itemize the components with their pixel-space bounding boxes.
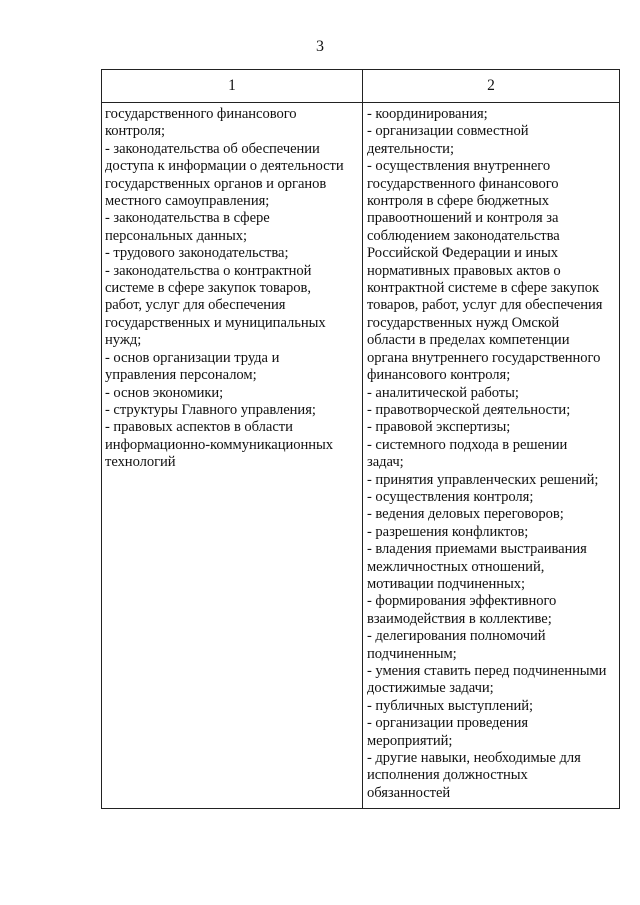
page-number: 3 [316, 38, 324, 55]
skills-line: Российской Федерации и иных [367, 245, 558, 262]
knowledge-line: - законодательства о контрактной [105, 262, 312, 279]
knowledge-line: - основ экономики; [105, 384, 224, 401]
table-header-row [102, 70, 620, 103]
skills-line: - делегирования полномочий [367, 628, 546, 645]
skills-line: соблюдением законодательства [367, 227, 560, 244]
knowledge-line: работ, услуг для обеспечения [105, 297, 286, 314]
skills-cell [363, 103, 620, 809]
skills-line: - публичных выступлений; [367, 697, 533, 714]
knowledge-line: - структуры Главного управления; [105, 401, 316, 418]
skills-line: правоотношений и контроля за [367, 210, 559, 227]
skills-line: - владения приемами выстраивания [367, 541, 587, 558]
knowledge-line: - законодательства в сфере [105, 210, 270, 227]
skills-line: - умения ставить перед подчиненными [367, 663, 607, 679]
skills-line: контрактной системе в сфере закупок [367, 280, 600, 297]
knowledge-line: информационно-коммуникационных [105, 436, 333, 453]
knowledge-line: системе в сфере закупок товаров, [105, 280, 311, 297]
knowledge-line: - правовых аспектов в области [105, 419, 293, 436]
skills-line: межличностных отношений, [367, 558, 545, 575]
skills-text [363, 103, 619, 808]
knowledge-line: - законодательства об обеспечении [105, 140, 320, 157]
skills-line: государственных нужд Омской [367, 314, 560, 331]
skills-line: товаров, работ, услуг для обеспечения [367, 297, 603, 314]
skills-line: - координирования; [367, 106, 488, 122]
skills-line: - правотворческой деятельности; [367, 401, 571, 418]
skills-line: - правовой экспертизы; [367, 419, 511, 436]
knowledge-line: доступа к информации о деятельности [105, 158, 344, 175]
skills-line: исполнения должностных [367, 767, 528, 784]
skills-line: нормативных правовых актов о [367, 262, 561, 279]
skills-line: контроля в сфере бюджетных [367, 193, 549, 210]
skills-line: области в пределах компетенции [367, 332, 570, 349]
knowledge-cell [102, 103, 363, 809]
column-header-1: 1 [102, 70, 363, 103]
table-row [102, 103, 620, 809]
skills-line: обязанностей [367, 784, 451, 801]
skills-line: - осуществления контроля; [367, 488, 534, 505]
knowledge-line: - трудового законодательства; [105, 245, 289, 262]
knowledge-text [102, 103, 362, 478]
knowledge-line: технологий [105, 454, 176, 471]
column-header-2: 2 [363, 70, 620, 103]
skills-line: мотивации подчиненных; [367, 575, 526, 592]
knowledge-line: персональных данных; [105, 227, 247, 244]
knowledge-line: управления персоналом; [105, 367, 257, 384]
knowledge-line: нужд; [105, 332, 142, 349]
knowledge-line: контроля; [105, 123, 166, 140]
skills-line: - разрешения конфликтов; [367, 523, 529, 540]
skills-line: взаимодействия в коллективе; [367, 610, 552, 627]
skills-line: - принятия управленческих решений; [367, 471, 599, 488]
skills-line: мероприятий; [367, 732, 453, 749]
skills-line: государственного финансового [367, 175, 559, 192]
skills-line: подчиненным; [367, 645, 457, 662]
skills-line: - формирования эффективного [367, 593, 557, 610]
skills-line: достижимые задачи; [367, 680, 494, 697]
knowledge-line: государственных и муниципальных [105, 314, 326, 331]
skills-line: - системного подхода в решении [367, 436, 568, 453]
skills-line: - организации совместной [367, 123, 529, 140]
skills-line: - организации проведения [367, 715, 529, 732]
knowledge-line: государственных органов и органов [105, 175, 327, 192]
knowledge-line: - основ организации труда и [105, 349, 280, 366]
knowledge-line: государственного финансового [105, 106, 297, 122]
skills-line: задач; [367, 454, 404, 471]
skills-line: деятельности; [367, 140, 454, 157]
skills-line: - другие навыки, необходимые для [367, 750, 581, 767]
requirements-table [101, 69, 620, 809]
skills-line: органа внутреннего государственного [367, 349, 601, 366]
skills-line: - аналитической работы; [367, 384, 519, 401]
skills-line: - осуществления внутреннего [367, 158, 551, 175]
skills-line: финансового контроля; [367, 367, 511, 384]
knowledge-line: местного самоуправления; [105, 193, 270, 210]
skills-line: - ведения деловых переговоров; [367, 506, 564, 523]
